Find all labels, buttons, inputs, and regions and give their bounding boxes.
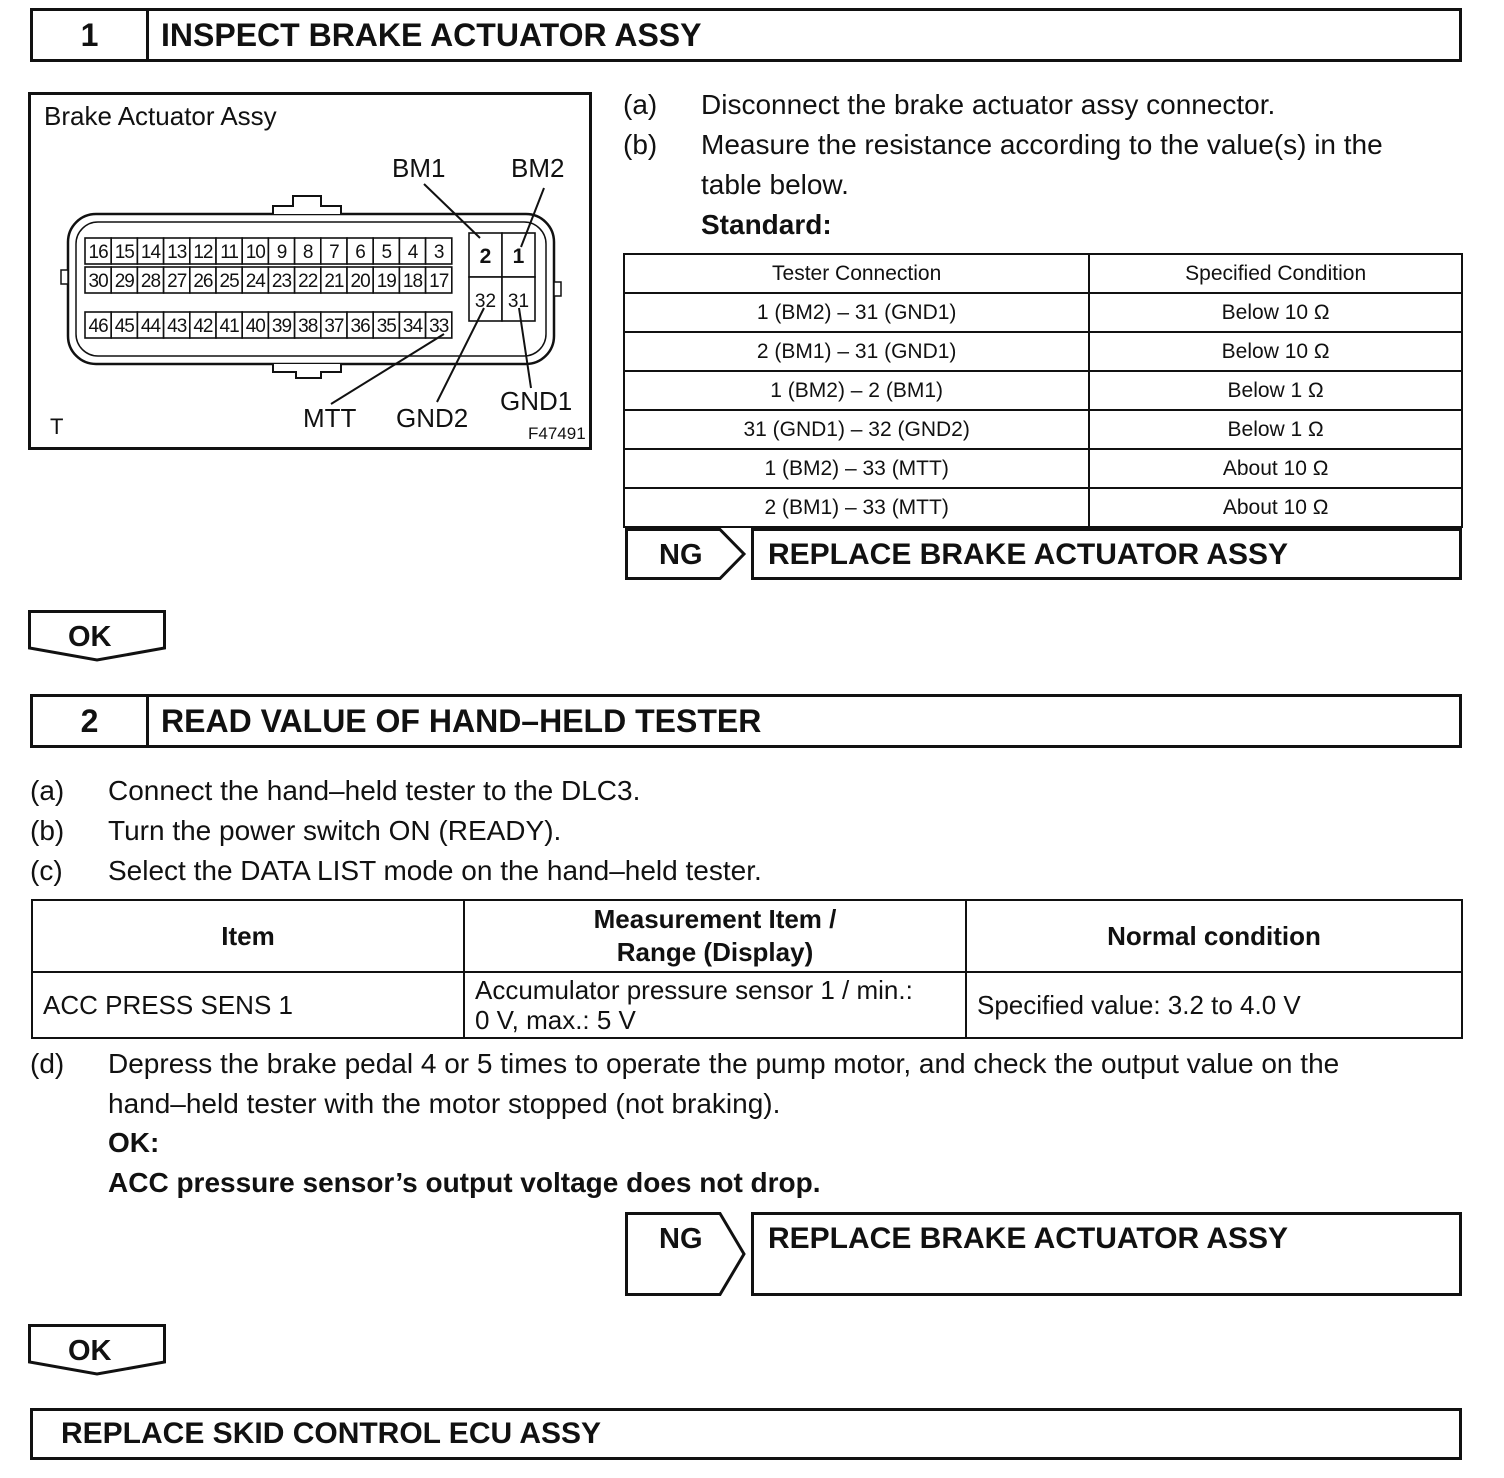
step2-instruction-a [30, 771, 640, 811]
callout-mtt: MTT [303, 403, 357, 433]
pin-number: 38 [298, 316, 318, 337]
step1-standard-label: Standard: [701, 209, 832, 240]
data-list-header [32, 900, 1462, 972]
table-cell: 2 (BM1) – 33 (MTT) [624, 488, 1089, 527]
data-list-normal: Specified value: 3.2 to 4.0 V [966, 972, 1462, 1038]
diagram-title: Brake Actuator Assy [44, 101, 277, 131]
step1-instruction-a [623, 85, 1275, 125]
pin-number: 11 [220, 242, 238, 263]
pin-number: 1 [512, 245, 525, 268]
table-row [624, 410, 1462, 449]
table-cell: Below 10 Ω [1089, 293, 1462, 332]
step2-instruction-d [30, 1044, 1339, 1084]
table-cell: About 10 Ω [1089, 449, 1462, 488]
step1-instruction-b [623, 125, 1383, 165]
table-row [624, 488, 1462, 527]
connector-right-tab [554, 282, 561, 296]
pin-number: 8 [302, 242, 313, 263]
pin-number: 25 [219, 271, 239, 292]
step2-header [30, 694, 1462, 748]
standard-table-header-condition: Specified Condition [1089, 254, 1462, 293]
pin-row-3 [85, 312, 452, 338]
table-cell: Below 1 Ω [1089, 371, 1462, 410]
step1-ng-action [751, 528, 1462, 580]
step1-instruction-a-label: (a) [623, 89, 658, 120]
step1-ng-action-text: REPLACE BRAKE ACTUATOR ASSY [768, 538, 1289, 571]
step2-ng-label: NG [659, 1223, 703, 1255]
step2-instruction-b-text: Turn the power switch ON (READY). [108, 815, 562, 846]
pin-number: 24 [245, 271, 265, 292]
pin-number: 32 [474, 291, 497, 312]
ok-down-arrow-shape [28, 610, 166, 662]
pin-number: 30 [88, 271, 108, 292]
pin-number: 31 [507, 291, 530, 312]
pin-number: 13 [167, 242, 187, 263]
pin-number: 37 [324, 316, 344, 337]
standard-table [623, 253, 1463, 528]
table-row [624, 449, 1462, 488]
step2-instruction-c [30, 851, 762, 891]
pin-number: 41 [219, 316, 239, 337]
pin-number: 45 [114, 316, 134, 337]
pin-number: 7 [329, 242, 339, 263]
table-cell: Below 1 Ω [1089, 410, 1462, 449]
pin-number: 15 [114, 242, 134, 263]
data-list-table [31, 899, 1463, 1039]
pin-number: 2 [479, 245, 492, 268]
callout-bm1: BM1 [392, 153, 446, 183]
step2-instruction-d-line1: Depress the brake pedal 4 or 5 times to operate the pump motor, and check the output value on the [108, 1048, 1340, 1079]
table-cell: 1 (BM2) – 33 (MTT) [624, 449, 1089, 488]
pin-number: 28 [140, 271, 161, 292]
pin-number: 14 [140, 242, 161, 263]
pin-number: 18 [402, 271, 423, 292]
step1-instruction-b-label: (b) [623, 129, 658, 160]
data-list-header-measurement-line2: Range (Display) [616, 937, 814, 967]
step2-ok-title: OK: [108, 1127, 160, 1158]
pin-number: 4 [407, 242, 418, 263]
step1-header [30, 8, 1462, 62]
pin-number: 39 [271, 316, 292, 337]
step1-number: 1 [33, 11, 149, 59]
connector-diagram-svg [28, 92, 592, 450]
pin-row-1 [85, 238, 452, 264]
table-row [32, 972, 1462, 1038]
step2-instruction-d-label: (d) [30, 1048, 65, 1079]
standard-table-header-connection: Tester Connection [624, 254, 1089, 293]
table-cell: 2 (BM1) – 31 (GND1) [624, 332, 1089, 371]
data-list-header-item: Item [32, 900, 464, 972]
pin-row-2 [85, 267, 452, 293]
step2-ok-text: ACC pressure sensor’s output voltage does not drop. [108, 1167, 821, 1198]
pin-number: 29 [114, 271, 134, 292]
pin-number: 42 [193, 316, 213, 337]
pin-number: 20 [350, 271, 370, 292]
step2-instruction-c-label: (c) [30, 855, 63, 886]
step2-instruction-c-text: Select the DATA LIST mode on the hand–held tester. [108, 855, 762, 886]
step1-instruction-a-text: Disconnect the brake actuator assy connector. [701, 89, 1276, 120]
data-list-measurement [464, 972, 966, 1038]
final-action-text: REPLACE SKID CONTROL ECU ASSY [61, 1417, 602, 1450]
step2-ng-tag [625, 1212, 747, 1296]
data-list-header-normal: Normal condition [966, 900, 1462, 972]
pin-number: 3 [433, 242, 444, 263]
pin-number: 5 [381, 242, 392, 263]
pin-number: 21 [324, 271, 344, 292]
connector-diagram [28, 92, 592, 450]
step2-number: 2 [33, 697, 149, 745]
connector-left-tab [61, 270, 68, 284]
ok-down-arrow-shape [28, 1324, 166, 1376]
table-row [624, 371, 1462, 410]
step2-instruction-d-line2: hand–held tester with the motor stopped (not braking). [108, 1088, 781, 1119]
table-row [624, 332, 1462, 371]
table-row [624, 293, 1462, 332]
pin-number: 6 [355, 242, 365, 263]
callout-gnd2: GND2 [396, 403, 469, 433]
step1-ok-label: OK [68, 621, 112, 653]
step1-ok-tag [28, 610, 166, 662]
pin-number: 46 [88, 316, 108, 337]
step1-instruction-b-cont: table below. [701, 169, 849, 200]
step2-title: READ VALUE OF HAND–HELD TESTER [161, 702, 762, 739]
pin-number: 35 [376, 316, 396, 337]
pin-number: 34 [402, 316, 423, 337]
data-list-header-measurement [464, 900, 966, 972]
callout-gnd1: GND1 [500, 386, 573, 416]
standard-table-header [624, 254, 1462, 293]
pin-number: 22 [298, 271, 318, 292]
data-list-header-measurement-line1: Measurement Item / [593, 904, 837, 934]
callout-bm2: BM2 [511, 153, 565, 183]
data-list-item: ACC PRESS SENS 1 [32, 972, 464, 1038]
pin-number: 19 [376, 271, 396, 292]
pin-side-block [469, 233, 535, 321]
table-cell: 1 (BM2) – 2 (BM1) [624, 371, 1089, 410]
pin-number: 16 [88, 242, 108, 263]
pin-number: 43 [167, 316, 187, 337]
pin-number: 12 [193, 242, 213, 263]
step1-instruction-b-text: Measure the resistance according to the value(s) in the [701, 129, 1383, 160]
pin-number: 26 [193, 271, 213, 292]
pin-number: 36 [350, 316, 370, 337]
final-action-box [30, 1408, 1462, 1460]
pin-number: 17 [429, 271, 449, 292]
pin-number: 23 [271, 271, 292, 292]
pin-number: 40 [245, 316, 265, 337]
diagram-figure-id: F47491 [528, 424, 586, 443]
data-list-measurement-line2: 0 V, max.: 5 V [475, 1005, 636, 1035]
step2-ng-action-text: REPLACE BRAKE ACTUATOR ASSY [768, 1222, 1289, 1255]
pin-number: 44 [140, 316, 161, 337]
step1-ng-label: NG [659, 539, 703, 571]
step1-ng-tag [625, 528, 747, 580]
ng-arrow-shape [625, 528, 747, 580]
step1-title: INSPECT BRAKE ACTUATOR ASSY [161, 16, 702, 53]
step2-ng-action [751, 1212, 1462, 1296]
step2-instruction-a-text: Connect the hand–held tester to the DLC3. [108, 775, 641, 806]
step2-instruction-b-label: (b) [30, 815, 65, 846]
table-cell: About 10 Ω [1089, 488, 1462, 527]
diagram-corner-label: T [50, 414, 64, 439]
ng-arrow-shape [625, 1212, 747, 1296]
pin-number: 9 [276, 242, 287, 263]
step2-ok-tag [28, 1324, 166, 1376]
pin-number: 10 [245, 242, 265, 263]
pin-number: 27 [167, 271, 187, 292]
step2-ok-label: OK [68, 1335, 112, 1367]
step2-instruction-b [30, 811, 561, 851]
step2-instruction-a-label: (a) [30, 775, 65, 806]
pin-number: 33 [429, 316, 449, 337]
table-cell: 31 (GND1) – 32 (GND2) [624, 410, 1089, 449]
table-cell: 1 (BM2) – 31 (GND1) [624, 293, 1089, 332]
table-cell: Below 10 Ω [1089, 332, 1462, 371]
data-list-measurement-line1: Accumulator pressure sensor 1 / min.: [475, 975, 913, 1005]
